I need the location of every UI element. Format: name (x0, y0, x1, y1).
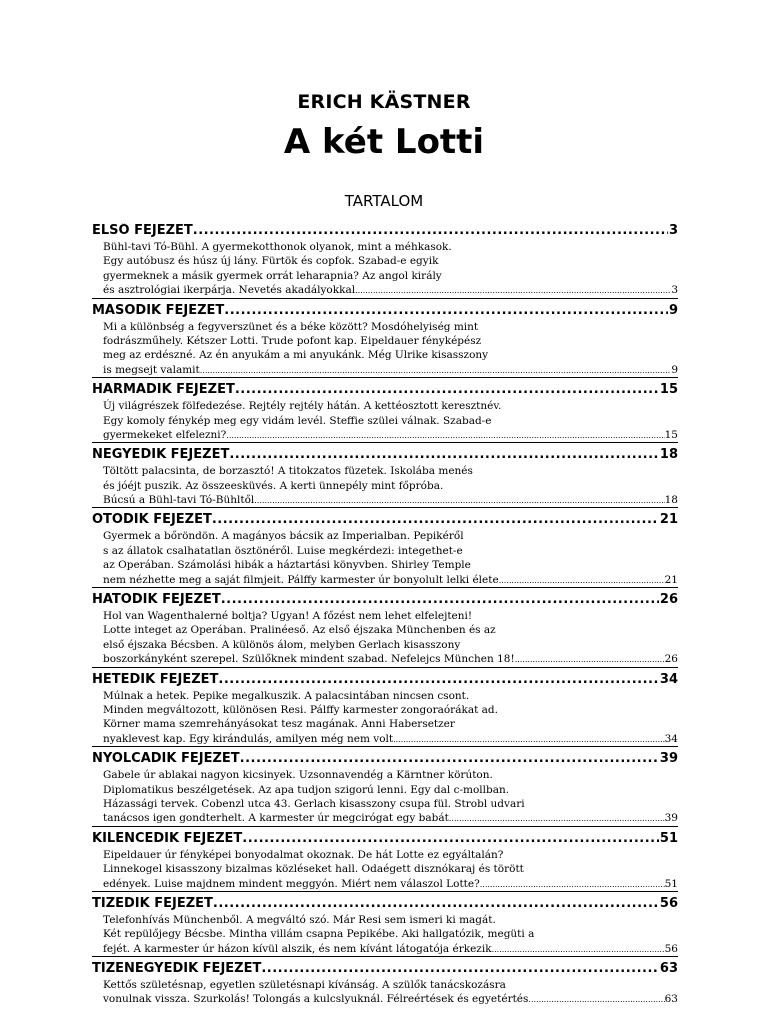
dot-leader (515, 653, 665, 666)
chapter-heading-line[interactable] (92, 592, 678, 609)
dot-leader (528, 993, 664, 1006)
summary-line: Gyermek a bőröndön. A magányos bácsik az Imperialban. Pepikéről (103, 530, 464, 543)
summary-line: Gabele úr ablakai nagyon kicsinyek. Uzsonnavendég a Kärntner körúton. (103, 769, 493, 782)
dot-leader (200, 364, 672, 377)
chapter-heading-line[interactable] (92, 751, 678, 768)
summary-line: Diplomatikus beszélgetések. Az apa tudjon szigorú lenni. Egy dal c-mollban. (103, 783, 510, 796)
summary-line: Múlnak a hetek. Pepike megalkuszik. A palacsintában nincsen csont. (103, 689, 470, 702)
summary-line: Kettős születésnap, egyetlen születésnapi kívánság. A szülők tanácskozásra (103, 979, 506, 992)
chapter-page-number: 21 (659, 512, 678, 528)
toc-chapter (92, 896, 678, 957)
chapter-heading-line[interactable] (92, 447, 678, 464)
chapter-title: NYOLCADIK FEJEZET (92, 751, 240, 767)
dot-leader (492, 943, 665, 956)
summary-line: Linnekogel kisasszony bizalmas közléseket hall. Odaégett disznókaraj és törött (103, 863, 524, 876)
book-title: A két Lotti (283, 122, 485, 162)
chapter-page-number: 39 (659, 751, 678, 767)
summary-line: gyermeknek a másik gyermek orrát leharapnia? Az angol király (103, 269, 442, 282)
summary-line: s az állatok csalhatatlan ösztönéről. Luise megkérdezi: integethet-e (103, 544, 463, 557)
toc-chapter (92, 303, 678, 379)
dot-leader (193, 223, 668, 238)
chapter-heading-line[interactable] (92, 672, 678, 689)
chapter-title: ELSŐ FEJEZET (92, 223, 193, 238)
chapter-summary (92, 978, 678, 1007)
chapter-title: TIZEDIK FEJEZET (92, 895, 213, 911)
summary-line: Eipeldauer úr fényképei bonyodalmat okoznak. De hát Lotte ez egyáltalán? (103, 848, 504, 861)
summary-page-number: 63 (664, 993, 678, 1006)
chapter-summary (92, 240, 678, 298)
chapter-summary (92, 464, 678, 507)
table-of-contents (92, 223, 678, 1011)
chapter-heading-line[interactable] (92, 512, 678, 529)
summary-line: Házassági tervek. Cobenzl utca 43. Gerlach kisasszony csupa fül. Strobl udvari (103, 797, 525, 810)
chapter-title: MÁSODIK FEJEZET (92, 302, 225, 318)
chapter-summary (92, 320, 678, 378)
summary-line: az Operában. Számolási hibák a háztartási könyvben. Shirley Temple (103, 559, 471, 572)
chapter-page-number: 9 (668, 302, 678, 318)
chapter-page-number: 51 (659, 830, 678, 846)
summary-line (103, 811, 678, 825)
summary-line: Minden megváltozott, különösen Resi. Pálffy karmester zongoraórákat ad. (103, 703, 498, 716)
chapter-title: HATODIK FEJEZET (92, 592, 221, 608)
dot-leader (254, 494, 664, 507)
chapter-heading-line[interactable] (92, 223, 678, 240)
chapter-summary (92, 399, 678, 442)
chapter-page-number: 56 (659, 895, 678, 911)
chapter-summary (92, 529, 678, 587)
summary-text: Búcsú a Bühl-tavi Tó-Bühltől (103, 494, 255, 507)
summary-text: nem nézhette meg a saját filmjeit. Pálffy karmester úr bonyolult lelki élete (103, 573, 499, 586)
chapter-heading-line[interactable] (92, 831, 678, 848)
dot-leader (449, 812, 665, 825)
summary-line: Bühl-tavi Tó-Bühl. A gyermekotthonok olyanok, mint a méhkasok. (103, 241, 452, 253)
summary-line: első éjszaka Bécsben. A különös álom, melyben Gerlach kisasszony (103, 638, 461, 651)
chapter-title: ÖTÖDIK FEJEZET (92, 512, 212, 528)
author-name: ERICH KÄSTNER (297, 91, 471, 113)
chapter-page-number: 3 (668, 223, 678, 238)
summary-text: boszorkányként szerepel. Szülőknek mindent szabad. Nefelejcs München 18! (103, 653, 515, 666)
summary-line: meg az erdészné. Az én anyukám a mi anyukánk. Még Ulrike kisasszony (103, 349, 489, 362)
toc-chapter (92, 447, 678, 508)
toc-chapter (92, 831, 678, 892)
summary-line (103, 652, 678, 666)
summary-line (103, 283, 678, 297)
summary-page-number: 34 (664, 732, 678, 745)
summary-line: és jóéjt puszik. Az összeesküvés. A kerti ünnepély mint főpróba. (103, 479, 444, 492)
summary-line (103, 992, 678, 1006)
dot-leader (499, 574, 665, 587)
chapter-summary (92, 913, 678, 956)
summary-line: Egy autóbusz és húsz új lány. Fürtök és copfok. Szabad-e egyik (103, 255, 439, 268)
dot-leader (235, 382, 659, 397)
chapter-page-number: 63 (659, 961, 678, 977)
summary-text: vonulnak vissza. Szurkolás! Tolongás a kulcslyuknál. Félreértések és egyetértés (103, 993, 529, 1006)
dot-leader (355, 284, 671, 297)
summary-line (103, 363, 678, 377)
summary-line: fodrászműhely. Kétszer Lotti. Trude pofont kap. Eipeldauer fényképész (103, 334, 482, 347)
chapter-heading-line[interactable] (92, 896, 678, 913)
toc-chapter (92, 672, 678, 748)
chapter-title: HETEDIK FEJEZET (92, 671, 219, 687)
summary-line: Körner mama szemrehányásokat tesz magának. Anni Habersetzer (103, 718, 455, 731)
chapter-summary (92, 768, 678, 826)
summary-page-number: 9 (671, 363, 678, 376)
dot-leader (240, 751, 659, 766)
summary-line: Mi a különbség a fegyverszünet és a béke között? Mosdóhelyiség mint (103, 320, 479, 333)
toc-chapter (92, 592, 678, 668)
chapter-title: HARMADIK FEJEZET (92, 382, 235, 398)
summary-line: Hol van Wagenthalerné boltja? Ugyan! A főzést nem lehet elfelejteni! (103, 610, 473, 623)
summary-line (103, 942, 678, 956)
toc-chapter (92, 961, 678, 1007)
dot-leader (480, 878, 665, 891)
chapter-heading-line[interactable] (92, 382, 678, 399)
chapter-title: TIZENEGYEDIK FEJEZET (92, 961, 262, 977)
chapter-page-number: 34 (659, 671, 678, 687)
chapter-page-number: 15 (659, 382, 678, 398)
summary-text: is megsejt valamit (103, 363, 200, 376)
summary-line (103, 573, 678, 587)
dot-leader (242, 831, 659, 846)
summary-page-number: 56 (664, 942, 678, 955)
chapter-summary (92, 848, 678, 891)
summary-line: Lotte integet az Operában. Pralinéeső. Az első éjszaka Münchenben és az (103, 624, 496, 637)
chapter-summary (92, 689, 678, 747)
summary-text: nyaklevest kap. Egy kirándulás, amilyen még nem volt (103, 732, 394, 745)
summary-text: edények. Luise majdnem mindent meggyón. Miért nem válaszol Lotte? (103, 877, 480, 890)
summary-page-number: 21 (664, 573, 678, 586)
dot-leader (212, 512, 659, 527)
chapter-page-number: 26 (659, 592, 678, 608)
chapter-heading-line[interactable] (92, 961, 678, 978)
dot-leader (261, 961, 659, 976)
chapter-summary (92, 609, 678, 667)
toc-chapter (92, 223, 678, 299)
summary-text: és asztrológiai ikerpárja. Nevetés akadályokkal (103, 284, 356, 297)
summary-line: Két repülőjegy Bécsbe. Mintha villám csapna Pepikébe. Aki hallgatózik, megüti a (103, 928, 535, 941)
summary-line (103, 877, 678, 891)
summary-page-number: 18 (664, 494, 678, 507)
summary-line (103, 428, 678, 442)
dot-leader (393, 733, 665, 746)
chapter-page-number: 18 (659, 447, 678, 463)
toc-heading: TARTALOM (344, 192, 424, 210)
summary-line: Egy komoly fénykép meg egy vidám levél. Steffie szülei válnak. Szabad-e (103, 414, 492, 427)
dot-leader (221, 592, 659, 607)
summary-page-number: 26 (664, 653, 678, 666)
summary-line: Töltött palacsinta, de borzasztó! A titokzatos füzetek. Iskolába menés (103, 465, 473, 478)
dot-leader (224, 303, 668, 318)
dot-leader (218, 672, 659, 687)
summary-text: gyermekeket elfelezni? (103, 428, 227, 441)
summary-page-number: 15 (664, 428, 678, 441)
summary-line (103, 493, 678, 507)
summary-line: Új világrészek fölfedezése. Rejtély rejtély hátán. A kettéosztott keresztnév. (103, 400, 502, 413)
summary-page-number: 3 (671, 284, 678, 297)
toc-chapter (92, 751, 678, 827)
summary-text: tanácsos igen gondterhelt. A karmester úr megcirógat egy babát (103, 812, 449, 825)
dot-leader (213, 896, 659, 911)
summary-page-number: 39 (664, 812, 678, 825)
chapter-title: KILENCEDIK FEJEZET (92, 830, 243, 846)
chapter-title: NEGYEDIK FEJEZET (92, 447, 230, 463)
dot-leader (229, 447, 659, 462)
toc-chapter (92, 382, 678, 443)
summary-page-number: 51 (664, 877, 678, 890)
summary-line (103, 732, 678, 746)
summary-text: fejét. A karmester úr házon kívül alszik, és nem kívánt látogatója érkezik (103, 942, 492, 955)
chapter-heading-line[interactable] (92, 303, 678, 320)
dot-leader (226, 429, 664, 442)
toc-chapter (92, 512, 678, 588)
summary-line: Telefonhívás Münchenből. A megváltó szó. Már Resi sem ismeri ki magát. (103, 913, 496, 926)
